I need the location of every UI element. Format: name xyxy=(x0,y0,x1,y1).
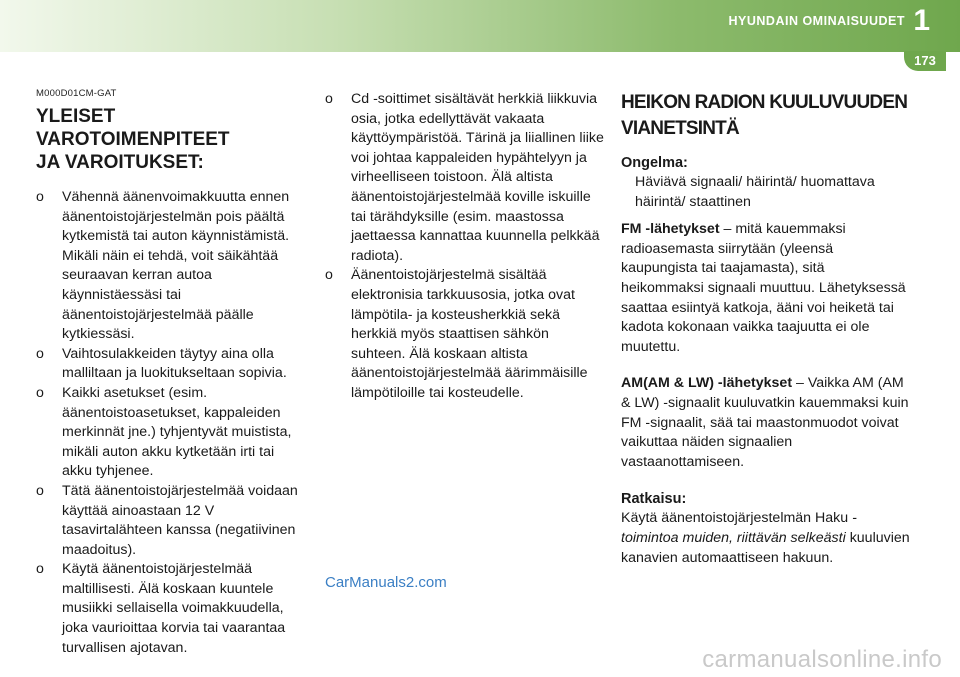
bullet-text: Vähennä äänenvoimakkuutta ennen äänentoistojärjestelmän pois päältä kytkemistä tai auton käynnistämistä. Mikäli näin ei tehdä, voit säikähtää seuraavan kerran autoa käynnistäessäsi tai äänentoistojärjestelmää päälle kytkiessäsi. xyxy=(62,189,290,343)
carmanualsonline-watermark: carmanualsonline.info xyxy=(702,646,942,673)
bullet-text: Cd -soittimet sisältävät herkkiä liikkuvia osia, jotka edellyttävät vakaata käyttöympäristöä. Tärinä ja liiallinen liike voi johtaa kappaleiden hypähtelyyn ja virheelliseen toistoon. Älä altista äänentoistojärjestelmää koville iskuille tai tärähdyksille (esim. maastossa jaettaessa kannattaa kuunnella pelkkää radiota). xyxy=(351,91,604,264)
bullet-icon: o xyxy=(36,384,44,401)
heading-line-1: YLEISET VAROTOIMENPITEET xyxy=(36,106,230,150)
fm-lead: FM -lähetykset xyxy=(621,221,720,238)
section-title: HYUNDAIN OMINAISUUDET xyxy=(728,14,905,28)
bullet-icon: o xyxy=(36,561,44,578)
left-column xyxy=(36,88,308,658)
solution-label: Ratkaisu: xyxy=(621,491,687,508)
problem-text: Häviävä signaali/ häirintä/ huomattava häirintä/ staattinen xyxy=(635,174,875,210)
heading-line-2: JA VAROITUKSET: xyxy=(36,152,204,173)
list-item xyxy=(36,560,308,658)
fm-paragraph xyxy=(621,220,911,357)
heading-line-1: HEIKON RADION KUULUVUUDEN xyxy=(621,92,908,113)
solution-text-italic: -toimintoa muiden, riittävän selkeästi xyxy=(621,510,857,546)
page-number: 173 xyxy=(904,51,946,71)
carmanuals-link[interactable]: CarManuals2.com xyxy=(325,574,447,591)
bullet-icon: o xyxy=(325,267,333,284)
bullet-text: Äänentoistojärjestelmä sisältää elektronisia tarkkuusosia, jotka ovat lämpötila- ja kosteusherkkiä sekä herkkiä myös staattisen sähkön suhteen. Älä koskaan altista äänentoistojärjestelmää äärimmäisille lämpötiloille tai kosteudelle. xyxy=(351,267,588,401)
list-item xyxy=(36,188,308,345)
am-lead: AM(AM & LW) -lähetykset xyxy=(621,375,793,392)
bullet-icon: o xyxy=(36,482,44,499)
header-band xyxy=(0,0,960,52)
list-item xyxy=(36,345,308,384)
list-item xyxy=(325,266,607,403)
fm-text: – mitä kauemmaksi radioasemasta siirrytään (yleensä kaupungista tai taajamasta), sitä heikommaksi signaali muuttuu. Lähetyksessä saattaa esiintyä katkoja, ääni voi heiketä tai kadota kokonaan vaikka taajuutta ei ole muutettu. xyxy=(621,221,906,355)
solution-paragraph xyxy=(621,509,911,568)
middle-column xyxy=(325,90,607,404)
bullet-text: Vaihtosulakkeiden täytyy aina olla malliltaan ja luokitukseltaan sopivia. xyxy=(62,345,287,382)
bullet-text: Käytä äänentoistojärjestelmää maltillisesti. Älä koskaan kuuntele musiikki sellaisella voimakkuudella, joka vaurioittaa korvia tai vaarantaa turvallisen ajotavan. xyxy=(62,561,286,656)
list-item xyxy=(36,482,308,560)
bullet-icon: o xyxy=(325,91,333,107)
troubleshooting-heading xyxy=(621,90,911,142)
section-heading xyxy=(36,105,308,174)
bullet-text: Kaikki asetukset (esim. äänentoistoasetukset, kappaleiden merkinnät jne.) tyhjentyvät muistista, mikäli auton akku kytketään irti tai akku tyhjenee. xyxy=(62,384,292,480)
bullet-icon: o xyxy=(36,189,44,205)
problem-label: Ongelma: xyxy=(621,155,688,171)
chapter-number: 1 xyxy=(913,4,930,37)
bullet-icon: o xyxy=(36,345,44,362)
document-code: M000D01CM-GAT xyxy=(36,88,117,99)
bullet-text: Tätä äänentoistojärjestelmää voidaan käyttää ainoastaan 12 V tasavirtalähteen kanssa (negatiivinen maadoitus). xyxy=(62,482,298,558)
solution-text-1: Käytä äänentoistojärjestelmän Haku xyxy=(621,510,853,527)
heading-line-2: VIANETSINTÄ xyxy=(621,118,739,139)
am-paragraph xyxy=(621,374,911,472)
list-item xyxy=(36,384,308,482)
right-column xyxy=(621,90,911,568)
solution-text-2: kuuluvien kanavien automaattiseen hakuun. xyxy=(621,529,910,566)
am-text: – Vaikka AM (AM & LW) -signaalit kuuluvatkin kauemmaksi kuin FM -signaalit, sää tai maastonmuodot voivat vaikuttaa näiden signaalien vastaanottamiseen. xyxy=(621,375,909,470)
list-item xyxy=(325,90,607,266)
